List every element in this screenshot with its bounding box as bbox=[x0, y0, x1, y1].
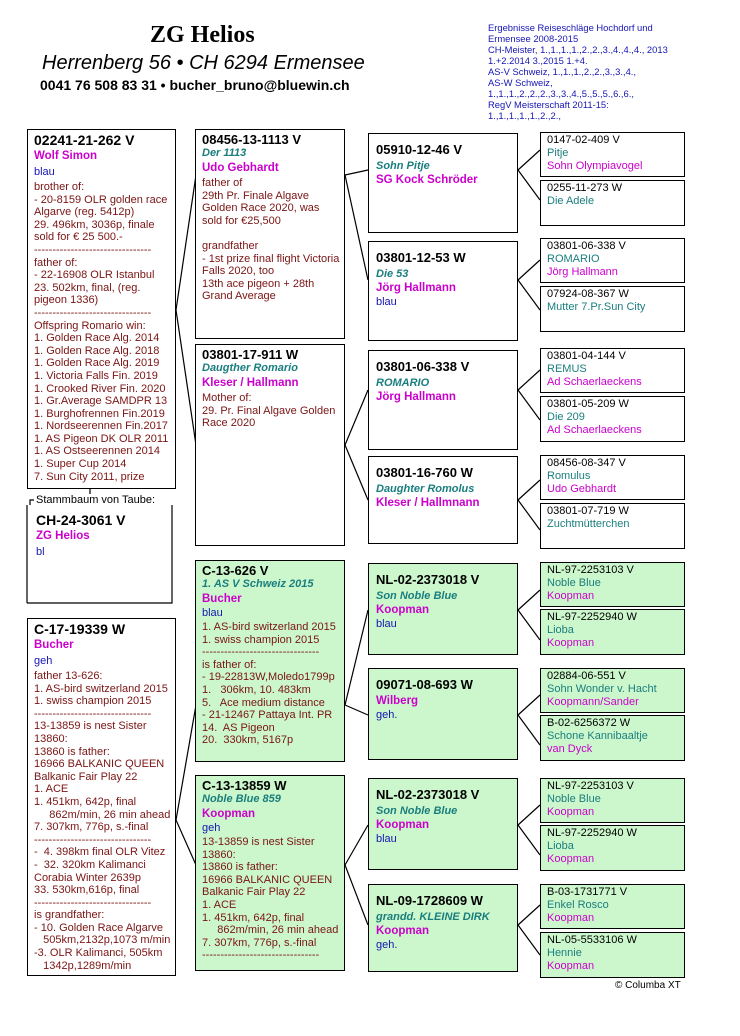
gen4-ring: 03801-07-719 W bbox=[547, 505, 629, 517]
subject-color: bl bbox=[36, 546, 45, 558]
gen2-notes: 1. AS-bird switzerland 2015 1. swiss champion 2015 -------------------------------- is father of: - 19-22813W,Moledo1799p 1. 306km, 10. 483km 5. Ace medium distance - 21-12467 Pattaya Int. PR 14. AS Pigeon 20. 330km, 5167p bbox=[202, 621, 336, 747]
gen2-sub: Daugther Romario bbox=[202, 362, 298, 374]
gen4-line2: van Dyck bbox=[547, 743, 593, 755]
gen3-name: Wilberg bbox=[376, 695, 419, 707]
gen4-line1: Pitje bbox=[547, 147, 569, 159]
gen4-line1: Noble Blue bbox=[547, 793, 601, 805]
gen3-card[interactable] bbox=[368, 884, 518, 972]
mother-notes: father 13-626: 1. AS-bird switzerland 2015 1. swiss champion 2015 -------------------------------- 13-13859 is nest Sister 13860: 13860 is father: 16966 BALKANIC QUEEN Balkanic Fair Play 22 1. ACE 1. 451km, 642p, final 862m/min, 26 min ahead 7. 307km, 776p, s.-final -------------------------------- - 4. 398km final OLR Vitez - 32. 320km Kalimanci Corabia Winter 2639p 33. 530km,616p, final -------------------------------- is grandfather: - 10. Golden Race Algarve 505km,2132p,1073 m/min -3. OLR Kalimanci, 505km 1342p,1289m/min bbox=[34, 670, 171, 972]
gen3-sub: Daughter Romolus bbox=[376, 483, 475, 495]
gen2-color: geh bbox=[202, 822, 221, 834]
gen4-ring: NL-97-2253103 V bbox=[547, 564, 634, 576]
gen3-color: blau bbox=[376, 296, 397, 308]
gen4-card[interactable] bbox=[540, 932, 685, 978]
gen4-card[interactable] bbox=[540, 348, 685, 393]
gen2-card[interactable] bbox=[195, 775, 345, 971]
gen3-name: Jörg Hallmann bbox=[376, 391, 456, 403]
gen4-card[interactable] bbox=[540, 609, 685, 655]
gen4-line1: ROMARIO bbox=[547, 253, 600, 265]
subject-card[interactable] bbox=[36, 512, 166, 558]
gen2-notes: father of 29th Pr. Finale Algave Golden Race 2020, was sold for €25,500 grandfather - 1st prize final flight Victoria Falls 2020, too 13th ace pigeon + 28th Grand Average bbox=[202, 177, 340, 303]
father-color: blau bbox=[34, 166, 55, 178]
gen4-ring: NL-05-5533106 W bbox=[547, 934, 637, 946]
gen4-card[interactable] bbox=[540, 180, 685, 226]
gen4-card[interactable] bbox=[540, 132, 685, 177]
gen2-name: Bucher bbox=[202, 593, 242, 605]
gen4-ring: B-03-1731771 V bbox=[547, 886, 628, 898]
gen3-sub: Sohn Pitje bbox=[376, 160, 430, 172]
gen2-ring: C-13-13859 W bbox=[202, 778, 287, 793]
gen3-ring: 05910-12-46 V bbox=[376, 142, 463, 157]
gen4-card[interactable] bbox=[540, 396, 685, 442]
gen4-line2: Koopman bbox=[547, 590, 595, 602]
gen3-card[interactable] bbox=[368, 668, 518, 760]
gen2-name: Koopman bbox=[202, 808, 256, 820]
gen3-ring: 09071-08-693 W bbox=[376, 677, 473, 692]
father-card[interactable] bbox=[27, 129, 176, 489]
gen4-line1: Zuchtmütterchen bbox=[547, 518, 630, 530]
gen4-ring: 03801-05-209 W bbox=[547, 398, 629, 410]
father-notes: brother of: - 20-8159 OLR golden race Algarve (reg. 5412p) 29. 496km, 3036p, finale sold for € 25 500.- -------------------------------- father of: - 22-16908 OLR Istanbul 23. 502km, final, (reg. pigeon 1336) -------------------------------- Offspring Romario win: 1. Golden Race Alg. 2014 1. Golden Race Alg. 2018 1. Golden Race Alg. 2019 1. Victoria Falls Fin. 2019 1. Crooked River Fin. 2020 1. Gr.Average SAMDPR 13 1. Burghofrennen Fin.2019 1. Nordseerennen Fin.2017 1. AS Pigeon DK OLR 2011 1. AS Ostseerennen 2014 1. Super Cup 2014 7. Sun City 2011, prize bbox=[34, 181, 169, 483]
gen3-ring: NL-02-2373018 V bbox=[376, 787, 480, 802]
gen4-line1: Schone Kannibaaltje bbox=[547, 730, 648, 742]
gen4-line2: Koopmann/Sander bbox=[547, 696, 639, 708]
gen4-card[interactable] bbox=[540, 825, 685, 871]
gen4-ring: 02884-06-551 V bbox=[547, 670, 626, 682]
gen4-card[interactable] bbox=[540, 562, 685, 607]
gen3-card[interactable] bbox=[368, 563, 518, 655]
gen4-ring: NL-97-2253103 V bbox=[547, 780, 634, 792]
gen2-ring: 03801-17-911 W bbox=[202, 347, 299, 362]
gen3-name: Koopman bbox=[376, 819, 430, 831]
gen3-sub: Die 53 bbox=[376, 268, 409, 280]
gen3-card[interactable] bbox=[368, 241, 518, 341]
gen4-card[interactable] bbox=[540, 668, 685, 713]
subject-caption: Stammbaum von Taube: bbox=[36, 494, 156, 506]
gen3-sub: Son Noble Blue bbox=[376, 590, 458, 602]
gen3-card[interactable] bbox=[368, 350, 518, 450]
gen2-card[interactable] bbox=[195, 129, 345, 339]
gen3-color: geh. bbox=[376, 709, 398, 721]
gen2-card[interactable] bbox=[195, 560, 345, 762]
subject-ring: CH-24-3061 V bbox=[36, 512, 126, 528]
gen4-line2: Koopman bbox=[547, 806, 595, 818]
gen4-ring: 07924-08-367 W bbox=[547, 288, 629, 300]
gen3-name: Kleser / Hallmnann bbox=[376, 497, 480, 509]
father-ring: 02241-21-262 V bbox=[34, 132, 135, 148]
gen3-sub: ROMARIO bbox=[376, 377, 430, 389]
gen2-card[interactable] bbox=[195, 344, 345, 546]
gen4-line1: Die 209 bbox=[547, 411, 585, 423]
gen3-sub: grandd. KLEINE DIRK bbox=[376, 911, 490, 923]
gen2-name: Udo Gebhardt bbox=[202, 162, 279, 174]
gen3-card[interactable] bbox=[368, 133, 518, 233]
gen4-ring: NL-97-2252940 W bbox=[547, 827, 637, 839]
mother-card[interactable] bbox=[27, 618, 176, 976]
gen4-ring: NL-97-2252940 W bbox=[547, 611, 637, 623]
gen4-ring: 0147-02-409 V bbox=[547, 134, 620, 146]
gen4-line2: Udo Gebhardt bbox=[547, 483, 617, 495]
gen2-sub: 1. AS V Schweiz 2015 bbox=[202, 578, 314, 590]
copyright: © Columba XT bbox=[615, 980, 681, 991]
contact: 0041 76 508 83 31 • bucher_bruno@bluewin.ch bbox=[40, 77, 350, 93]
gen4-line2: Koopman bbox=[547, 960, 595, 972]
mother-name: Bucher bbox=[34, 639, 74, 651]
gen4-ring: 03801-06-338 V bbox=[547, 240, 626, 252]
gen2-sub: Noble Blue 859 bbox=[202, 793, 281, 805]
gen3-name: SG Kock Schröder bbox=[376, 174, 478, 186]
gen4-line1: Mutter 7.Pr.Sun City bbox=[547, 301, 646, 313]
father-name: Wolf Simon bbox=[34, 150, 98, 162]
gen3-ring: 03801-06-338 V bbox=[376, 359, 470, 374]
gen3-name: Jörg Hallmann bbox=[376, 282, 456, 294]
gen4-card[interactable] bbox=[540, 715, 685, 761]
gen3-ring: 03801-16-760 W bbox=[376, 465, 473, 480]
gen4-line1: Lioba bbox=[547, 624, 574, 636]
mother-ring: C-17-19339 W bbox=[34, 621, 126, 637]
gen2-color: blau bbox=[202, 607, 223, 619]
gen3-sub: Son Noble Blue bbox=[376, 805, 458, 817]
gen3-color: geh. bbox=[376, 939, 398, 951]
gen4-line1: Hennie bbox=[547, 947, 582, 959]
gen4-line1: Enkel Rosco bbox=[547, 899, 609, 911]
gen4-ring: B-02-6256372 W bbox=[547, 717, 631, 729]
gen4-line2: Sohn Olympiavogel bbox=[547, 160, 643, 172]
gen4-card[interactable] bbox=[540, 286, 685, 332]
gen4-line2: Koopman bbox=[547, 637, 595, 649]
gen4-line2: Jörg Hallmann bbox=[547, 266, 618, 278]
gen2-notes: Mother of: 29. Pr. Final Algave Golden Race 2020 bbox=[202, 392, 336, 430]
gen4-line1: Romulus bbox=[547, 470, 591, 482]
gen2-ring: C-13-626 V bbox=[202, 563, 269, 578]
gen3-name: Koopman bbox=[376, 925, 430, 937]
gen4-line1: Die Adele bbox=[547, 195, 595, 207]
gen3-card[interactable] bbox=[368, 778, 518, 870]
gen4-card[interactable] bbox=[540, 503, 685, 549]
gen4-card[interactable] bbox=[540, 238, 685, 283]
gen4-ring: 08456-08-347 V bbox=[547, 457, 626, 469]
results-summary: Ergebnisse Reiseschläge Hochdorf und Ermensee 2008-2015 CH-Meister, 1.,1.,1.,1.,2.,2.,3.,4.,4.,4., 2013 1.+2.2014 3.,2015 1.+4. AS-V Schweiz, 1.,1.,1.,2.,2.,3.,3.,4., AS-W Schweiz, 1.,1.,1.,2.,2.,2.,3.,3.,4.,5.,5.,5.,6.,6., RegV Meisterschaft 2011-15: 1.,1.,1.,1.,1.,2.,2., bbox=[488, 22, 668, 121]
gen4-card[interactable] bbox=[540, 778, 685, 823]
gen2-ring: 08456-13-1113 V bbox=[202, 132, 302, 147]
gen4-ring: 0255-11-273 W bbox=[547, 182, 623, 194]
gen4-line1: REMUS bbox=[547, 363, 587, 375]
gen4-line1: Sohn Wonder v. Hacht bbox=[547, 683, 657, 695]
gen3-ring: 03801-12-53 W bbox=[376, 250, 466, 265]
address: Herrenberg 56 • CH 6294 Ermensee bbox=[42, 52, 365, 74]
gen3-name: Koopman bbox=[376, 604, 430, 616]
gen4-line2: Ad Schaerlaeckens bbox=[547, 424, 642, 436]
gen4-line2: Koopman bbox=[547, 853, 595, 865]
gen4-card[interactable] bbox=[540, 884, 685, 929]
gen4-line1: Noble Blue bbox=[547, 577, 601, 589]
gen4-line1: Lioba bbox=[547, 840, 574, 852]
gen3-color: blau bbox=[376, 833, 397, 845]
mother-color: geh bbox=[34, 655, 53, 667]
gen2-name: Kleser / Hallmann bbox=[202, 377, 299, 389]
gen2-sub: Der 1113 bbox=[202, 147, 247, 159]
gen3-ring: NL-09-1728609 W bbox=[376, 893, 483, 908]
page-title: ZG Helios bbox=[150, 22, 255, 48]
gen3-ring: NL-02-2373018 V bbox=[376, 572, 480, 587]
gen4-card[interactable] bbox=[540, 455, 685, 500]
gen4-ring: 03801-04-144 V bbox=[547, 350, 626, 362]
gen4-line2: Koopman bbox=[547, 912, 595, 924]
gen4-line2: Ad Schaerlaeckens bbox=[547, 376, 642, 388]
gen2-notes: 13-13859 is nest Sister 13860: 13860 is father: 16966 BALKANIC QUEEN Balkanic Fair Play 22 1. ACE 1. 451km, 642p, final 862m/min, 26 min ahead 7. 307km, 776p, s.-final -------------------------------- bbox=[202, 836, 339, 962]
gen3-color: blau bbox=[376, 618, 397, 630]
gen3-card[interactable] bbox=[368, 456, 518, 544]
subject-name: ZG Helios bbox=[36, 530, 90, 542]
